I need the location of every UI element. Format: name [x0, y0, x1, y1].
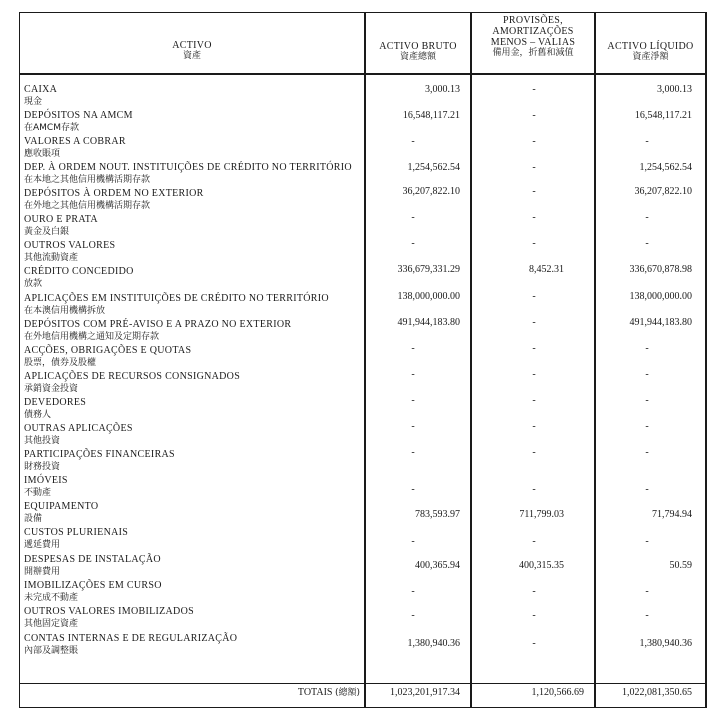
row-bruto-value: 36,207,822.10 — [402, 186, 460, 197]
row-label-pt: IMÓVEIS — [24, 475, 68, 486]
row-label-zh: 開辦費用 — [24, 567, 61, 577]
row-label — [24, 240, 364, 264]
table-border-bottom — [19, 707, 707, 708]
row-prov-value: - — [532, 186, 536, 197]
row-prov-value: - — [532, 421, 536, 432]
row-label — [24, 580, 364, 604]
row-prov-value: - — [532, 136, 536, 147]
row-label-zh: 在外地之其他信用機構活期存款 — [24, 201, 151, 211]
header-bruto-zh: 資產總額 — [399, 52, 436, 62]
row-label-pt: CUSTOS PLURIENAIS — [24, 527, 129, 538]
header-provisoes-pt1: PROVISÕES, — [503, 15, 563, 26]
row-prov-value: - — [532, 238, 536, 249]
totals-label — [230, 687, 360, 699]
row-bruto-value: 138,000,000.00 — [397, 291, 460, 302]
row-label — [24, 371, 364, 395]
row-prov-value: - — [532, 395, 536, 406]
row-label-pt: DEPÓSITOS À ORDEM NO EXTERIOR — [24, 188, 204, 199]
column-divider-1 — [364, 13, 366, 708]
row-prov-value: - — [532, 317, 536, 328]
row-label — [24, 606, 364, 630]
row-liquido-value: 138,000,000.00 — [629, 291, 692, 302]
row-label-pt: CRÉDITO CONCEDIDO — [24, 266, 134, 277]
row-label — [24, 475, 364, 499]
row-label-zh: 財務投資 — [24, 462, 61, 472]
row-label-pt: CONTAS INTERNAS E DE REGULARIZAÇÃO — [24, 633, 238, 644]
row-liquido-value: 1,380,940.36 — [639, 638, 692, 649]
header-liquido-zh: 資產淨額 — [632, 52, 669, 62]
row-prov-value: - — [532, 447, 536, 458]
row-liquido-value: - — [645, 536, 649, 547]
row-label-pt: DEP. À ORDEM NOUT. INSTITUIÇÕES DE CRÉDITO NO TERRITÓRIO — [24, 162, 352, 173]
row-label-pt: EQUIPAMENTO — [24, 501, 99, 512]
row-liquido-value: 3,000.13 — [657, 84, 692, 95]
header-provisoes — [472, 15, 594, 59]
header-provisoes-pt2: AMORTIZAÇÕES — [492, 26, 574, 37]
row-bruto-value: 783,593.97 — [415, 509, 460, 520]
row-label-pt: CAIXA — [24, 84, 58, 95]
row-liquido-value: 491,944,183.80 — [629, 317, 692, 328]
row-liquido-value: - — [645, 421, 649, 432]
row-label — [24, 527, 364, 551]
header-activo-zh: 資產 — [182, 51, 201, 61]
row-label-zh: 未完成不動產 — [24, 593, 79, 603]
row-prov-value: - — [532, 369, 536, 380]
header-provisoes-zh: 備用金，折舊和減值 — [492, 48, 574, 58]
row-label — [24, 633, 364, 657]
row-label-zh: 其他固定資產 — [24, 619, 79, 629]
row-label — [24, 397, 364, 421]
row-label-zh: 設備 — [24, 514, 43, 524]
totals-liquido-value: 1,022,081,350.65 — [622, 687, 692, 698]
row-label-zh: 遞延費用 — [24, 540, 61, 550]
row-bruto-value: 491,944,183.80 — [397, 317, 460, 328]
row-bruto-value: 3,000.13 — [425, 84, 460, 95]
row-prov-value: - — [532, 343, 536, 354]
row-label-zh: 內部及調整賬 — [24, 646, 79, 656]
row-bruto-value: - — [411, 238, 415, 249]
header-activo — [20, 40, 364, 62]
row-bruto-value: - — [411, 484, 415, 495]
table-border-top — [19, 12, 707, 13]
row-label-zh: 在本地之其他信用機構活期存款 — [24, 175, 151, 185]
row-label — [24, 423, 364, 447]
row-label-zh: 股票，債券及股權 — [24, 358, 97, 368]
header-liquido-pt: ACTIVO LÍQUIDO — [607, 41, 694, 52]
row-label — [24, 449, 364, 473]
totals-label-zh: (總額) — [334, 688, 360, 698]
row-bruto-value: - — [411, 395, 415, 406]
row-label-zh: 承銷資金投資 — [24, 384, 79, 394]
row-label — [24, 293, 364, 317]
row-label — [24, 554, 364, 578]
row-bruto-value: - — [411, 136, 415, 147]
row-bruto-value: - — [411, 343, 415, 354]
totals-prov-value: 1,120,566.69 — [531, 687, 584, 698]
row-label-pt: APLICAÇÕES EM INSTITUIÇÕES DE CRÉDITO NO TERRITÓRIO — [24, 293, 329, 304]
header-divider — [19, 73, 707, 75]
row-liquido-value: - — [645, 343, 649, 354]
row-label — [24, 188, 364, 212]
row-label — [24, 84, 364, 108]
row-label — [24, 501, 364, 525]
row-label-zh: 放款 — [24, 279, 43, 289]
row-liquido-value: - — [645, 238, 649, 249]
row-label-pt: DEPÓSITOS NA AMCM — [24, 110, 133, 121]
row-liquido-value: 16,548,117.21 — [634, 110, 692, 121]
row-label-pt: APLICAÇÕES DE RECURSOS CONSIGNADOS — [24, 371, 241, 382]
row-label-zh: 其他投資 — [24, 436, 61, 446]
row-bruto-value: 1,380,940.36 — [407, 638, 460, 649]
row-label-zh: 在外地信用機構之通知及定期存款 — [24, 332, 160, 342]
row-liquido-value: - — [645, 212, 649, 223]
row-label-zh: 現金 — [24, 97, 43, 107]
row-liquido-value: 50.59 — [669, 560, 692, 571]
row-label-pt: VALORES A COBRAR — [24, 136, 126, 147]
row-prov-value: - — [532, 536, 536, 547]
row-bruto-value: 400,365.94 — [415, 560, 460, 571]
row-label-pt: ACÇÕES, OBRIGAÇÕES E QUOTAS — [24, 345, 192, 356]
table-border-left — [19, 13, 20, 708]
row-prov-value: - — [532, 484, 536, 495]
row-label-pt: OUTROS VALORES IMOBILIZADOS — [24, 606, 194, 617]
row-label-pt: PARTICIPAÇÕES FINANCEIRAS — [24, 449, 175, 460]
row-liquido-value: - — [645, 586, 649, 597]
row-prov-value: 8,452.31 — [529, 264, 564, 275]
row-label — [24, 136, 364, 160]
row-label-pt: DESPESAS DE INSTALAÇÃO — [24, 554, 161, 565]
row-label — [24, 266, 364, 290]
row-bruto-value: - — [411, 610, 415, 621]
header-bruto-pt: ACTIVO BRUTO — [379, 41, 457, 52]
row-prov-value: - — [532, 212, 536, 223]
row-prov-value: - — [532, 638, 536, 649]
row-label — [24, 162, 364, 186]
row-label-zh: 債務人 — [24, 410, 52, 420]
row-liquido-value: 336,670,878.98 — [629, 264, 692, 275]
header-activo-liquido — [596, 41, 705, 63]
row-bruto-value: - — [411, 586, 415, 597]
row-prov-value: 711,799.03 — [519, 509, 564, 520]
row-bruto-value: - — [411, 447, 415, 458]
row-label-zh: 不動產 — [24, 488, 52, 498]
table-border-right — [705, 13, 707, 708]
row-label-pt: DEPÓSITOS COM PRÉ-AVISO E A PRAZO NO EXTERIOR — [24, 319, 292, 330]
row-prov-value: - — [532, 84, 536, 95]
row-label-pt: DEVEDORES — [24, 397, 87, 408]
totals-divider — [19, 683, 707, 684]
header-provisoes-pt3: MENOS – VALIAS — [490, 37, 576, 48]
row-liquido-value: - — [645, 447, 649, 458]
row-prov-value: - — [532, 610, 536, 621]
header-activo-pt: ACTIVO — [172, 40, 212, 51]
row-label-pt: OUTRAS APLICAÇÕES — [24, 423, 133, 434]
row-bruto-value: - — [411, 536, 415, 547]
row-prov-value: - — [532, 110, 536, 121]
row-bruto-value: 336,679,331.29 — [397, 264, 460, 275]
row-liquido-value: 71,794.94 — [652, 509, 692, 520]
row-label-pt: OUTROS VALORES — [24, 240, 116, 251]
row-bruto-value: - — [411, 369, 415, 380]
column-divider-3 — [594, 13, 596, 708]
row-liquido-value: - — [645, 395, 649, 406]
row-liquido-value: 36,207,822.10 — [634, 186, 692, 197]
row-label-zh: 在AMCM存款 — [24, 123, 79, 133]
row-bruto-value: 1,254,562.54 — [407, 162, 460, 173]
row-prov-value: - — [532, 162, 536, 173]
row-label — [24, 110, 364, 134]
row-bruto-value: - — [411, 212, 415, 223]
totals-bruto-value: 1,023,201,917.34 — [390, 687, 460, 698]
row-label-pt: IMOBILIZAÇÕES EM CURSO — [24, 580, 162, 591]
totals-label-pt: TOTAIS — [297, 687, 333, 698]
row-prov-value: 400,315.35 — [519, 560, 564, 571]
row-label — [24, 319, 364, 343]
row-bruto-value: - — [411, 421, 415, 432]
row-label-zh: 應收賬項 — [24, 149, 61, 159]
row-label — [24, 345, 364, 369]
row-liquido-value: - — [645, 484, 649, 495]
row-liquido-value: - — [645, 136, 649, 147]
row-prov-value: - — [532, 586, 536, 597]
row-label-zh: 黃金及白銀 — [24, 227, 70, 237]
row-label-zh: 在本澳信用機構拆放 — [24, 306, 106, 316]
row-label-pt: OURO E PRATA — [24, 214, 98, 225]
row-liquido-value: 1,254,562.54 — [639, 162, 692, 173]
header-activo-bruto — [366, 41, 470, 63]
row-liquido-value: - — [645, 610, 649, 621]
row-liquido-value: - — [645, 369, 649, 380]
row-prov-value: - — [532, 291, 536, 302]
column-divider-2 — [470, 13, 472, 708]
row-label-zh: 其他流動資產 — [24, 253, 79, 263]
row-bruto-value: 16,548,117.21 — [402, 110, 460, 121]
row-label — [24, 214, 364, 238]
